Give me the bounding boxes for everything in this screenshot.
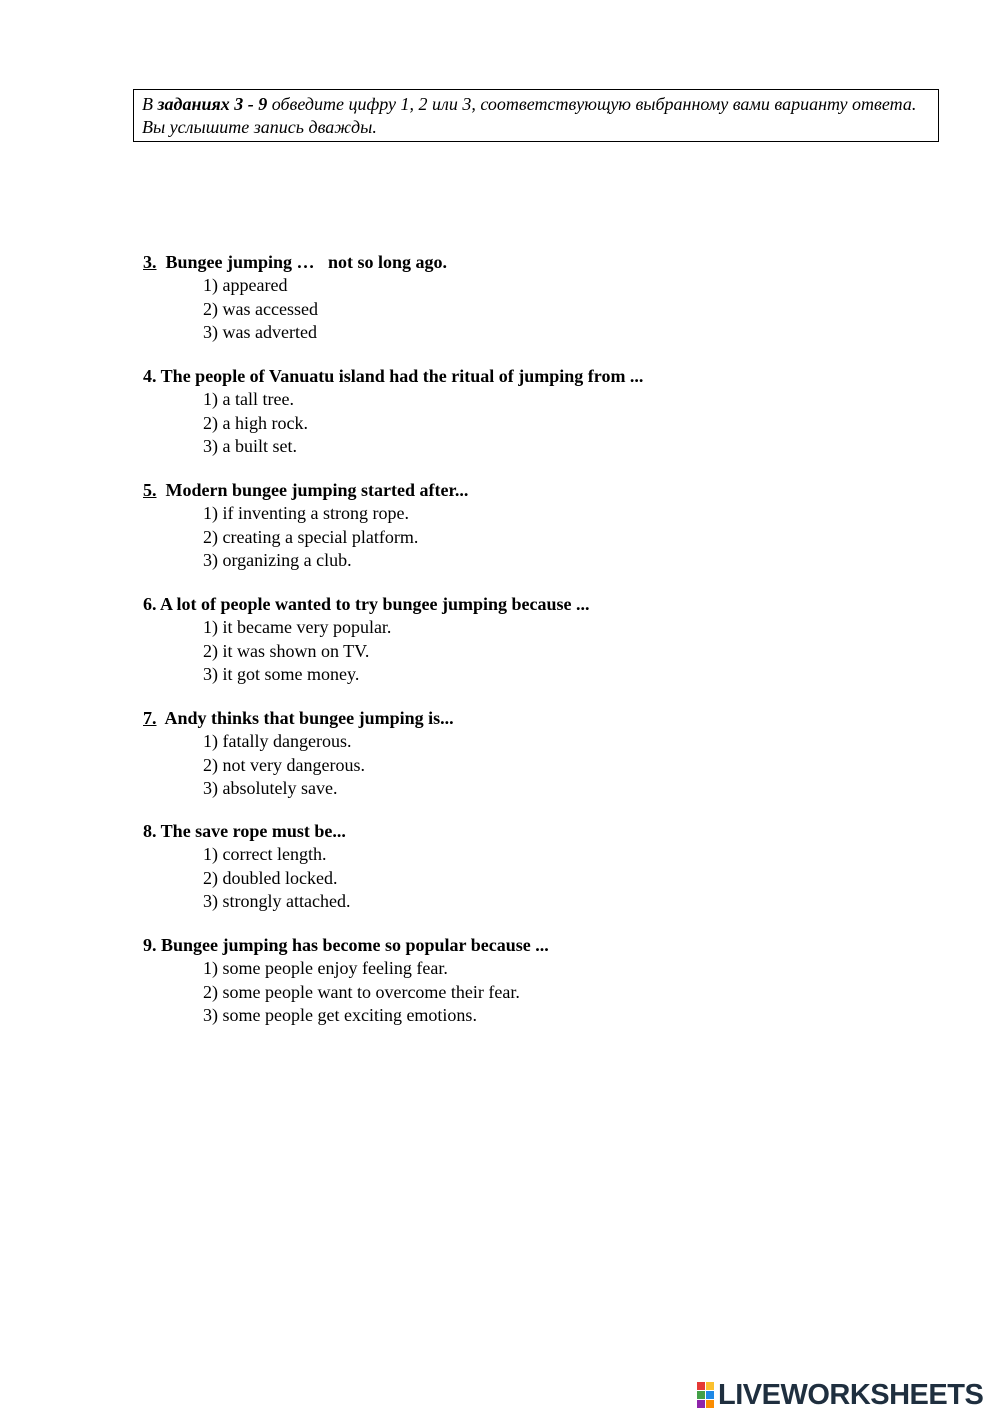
- logo-square: [697, 1391, 705, 1399]
- answer-option-2[interactable]: 2) was accessed: [203, 298, 318, 319]
- answer-option-3[interactable]: 3) strongly attached.: [203, 890, 351, 911]
- question-7: [143, 707, 943, 800]
- question-title: [143, 251, 943, 274]
- answer-option-1[interactable]: 1) some people enjoy feeling fear.: [203, 958, 448, 979]
- answer-option-2[interactable]: 2) a high rock.: [203, 412, 308, 433]
- logo-square: [706, 1400, 714, 1408]
- question-title: [143, 820, 943, 843]
- question-number: 4.: [143, 366, 157, 386]
- logo-square: [706, 1391, 714, 1399]
- answer-option-3[interactable]: 3) organizing a club.: [203, 549, 352, 570]
- question-title: [143, 365, 943, 388]
- question-number: 9.: [143, 935, 157, 955]
- question-5: [143, 479, 943, 572]
- question-number: 7.: [143, 708, 157, 728]
- answer-option-1[interactable]: 1) it became very popular.: [203, 617, 392, 638]
- question-number: 3.: [143, 252, 157, 272]
- instruction-bold: заданиях 3 - 9: [157, 94, 268, 114]
- answer-option-1[interactable]: 1) fatally dangerous.: [203, 731, 352, 752]
- question-text: A lot of people wanted to try bungee jumping because ...: [156, 594, 590, 614]
- answer-option-2[interactable]: 2) it was shown on TV.: [203, 640, 370, 661]
- question-number: 6.: [143, 594, 157, 614]
- question-3: [143, 251, 943, 344]
- question-text: Bungee jumping has become so popular because ...: [156, 935, 549, 955]
- question-title: [143, 934, 943, 957]
- question-text: Andy thinks that bungee jumping is...: [156, 708, 454, 728]
- question-6: [143, 593, 943, 686]
- answer-option-3[interactable]: 3) a built set.: [203, 435, 297, 456]
- liveworksheets-logo[interactable]: [697, 1380, 983, 1410]
- question-title: [143, 707, 943, 730]
- answer-option-2[interactable]: 2) doubled locked.: [203, 867, 338, 888]
- question-number: 8.: [143, 821, 157, 841]
- instruction-prefix: В: [142, 94, 158, 114]
- logo-square: [706, 1382, 714, 1390]
- logo-square: [697, 1382, 705, 1390]
- answer-option-1[interactable]: 1) appeared: [203, 275, 288, 296]
- question-4: [143, 365, 943, 458]
- logo-square: [697, 1400, 705, 1408]
- answer-option-3[interactable]: 3) absolutely save.: [203, 777, 338, 798]
- answer-option-2[interactable]: 2) creating a special platform.: [203, 526, 419, 547]
- instruction-box: [133, 89, 939, 142]
- answer-option-2[interactable]: 2) some people want to overcome their fear.: [203, 981, 520, 1002]
- question-text: The save rope must be...: [156, 821, 346, 841]
- answer-option-1[interactable]: 1) correct length.: [203, 844, 327, 865]
- answer-option-2[interactable]: 2) not very dangerous.: [203, 754, 365, 775]
- logo-text: LIVEWORKSHEETS: [718, 1378, 984, 1411]
- answer-option-3[interactable]: 3) it got some money.: [203, 663, 360, 684]
- answer-option-3[interactable]: 3) some people get exciting emotions.: [203, 1004, 477, 1025]
- answer-option-3[interactable]: 3) was adverted: [203, 321, 317, 342]
- question-number: 5.: [143, 480, 157, 500]
- question-text: Bungee jumping … not so long ago.: [156, 252, 448, 272]
- question-title: [143, 479, 943, 502]
- question-text: Modern bungee jumping started after...: [156, 480, 469, 500]
- answer-option-1[interactable]: 1) a tall tree.: [203, 389, 294, 410]
- liveworksheets-logo-icon: [697, 1382, 714, 1408]
- question-8: [143, 820, 943, 913]
- question-9: [143, 934, 943, 1027]
- question-text: The people of Vanuatu island had the ritual of jumping from ...: [156, 366, 644, 386]
- instruction-text: обведите цифру 1, 2 или 3, соответствующую выбранному вами варианту ответа. Вы услышите запись дважды.: [142, 94, 917, 137]
- answer-option-1[interactable]: 1) if inventing a strong rope.: [203, 503, 409, 524]
- question-title: [143, 593, 943, 616]
